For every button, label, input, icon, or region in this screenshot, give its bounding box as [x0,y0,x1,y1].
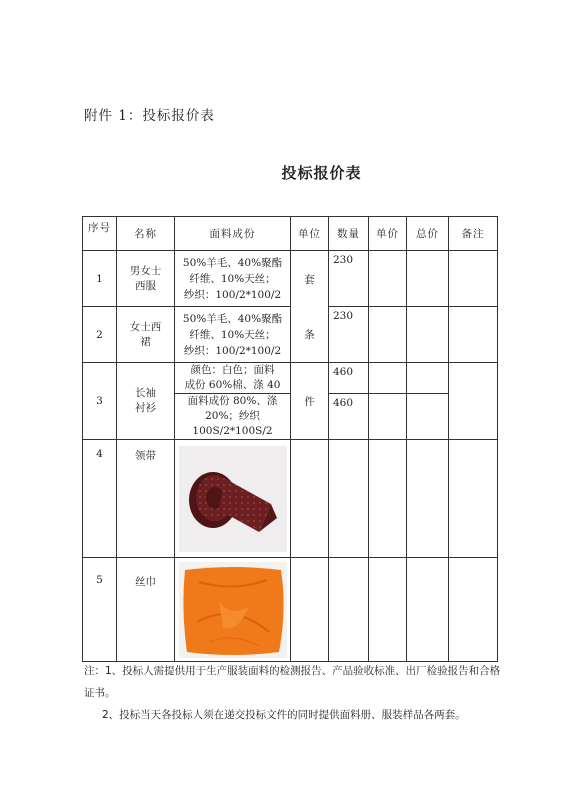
attachment-label: 附件 1：投标报价表 [84,108,215,124]
row-seq: 2 [83,307,117,363]
row-qty [329,558,369,662]
row-name: 领带 [117,440,175,558]
header-row [83,217,498,251]
table-row [83,307,498,363]
row-qty: 230 [329,251,369,307]
header-unit: 单位 [291,217,329,251]
table-row [83,363,498,394]
page-title: 投标报价表 [281,164,362,182]
row-unit [291,251,329,363]
row-total [407,363,449,394]
row-remark [449,307,498,363]
row-qty-b: 460 [329,394,369,440]
note-2: 2、投标当天各投标人须在递交投标文件的同时提供面料册、服装样品各两套。 [102,709,466,721]
header-material: 面料成份 [175,217,291,251]
row-unit [291,558,329,662]
table-row [83,251,498,307]
table-row [83,558,498,662]
row-material: 50%羊毛、40%聚酯 纤维、10%天丝； 纱织：100/2*100/2 [175,307,291,363]
row-remark [449,363,498,440]
row-seq: 4 [83,440,117,558]
row-name: 长袖 衬衫 [117,363,175,440]
row-total [407,440,449,558]
row-material: 50%羊毛、40%聚酯 纤维、10%天丝； 纱织：100/2*100/2 [175,251,291,307]
row-price [369,394,407,440]
header-seq: 序号 [83,217,117,251]
row-total [407,251,449,307]
row-price [369,363,407,394]
row-name: 女士西 裙 [117,307,175,363]
row-price [369,307,407,363]
header-price: 单价 [369,217,407,251]
row-material-image [175,440,291,558]
row-remark [449,558,498,662]
row-name: 男女士 西服 [117,251,175,307]
row-qty-a: 460 [329,363,369,394]
row-material-b: 面料成份 80%、涤 20%；纱织 100S/2*100S/2 [175,394,291,440]
row-unit: 件 [291,363,329,440]
unit-1: 套 [304,273,315,286]
quote-table [82,216,498,662]
row-price [369,251,407,307]
unit-2: 条 [304,328,315,341]
silk-scarf-image [179,562,287,658]
header-name: 名称 [117,217,175,251]
row-name: 丝巾 [117,558,175,662]
row-seq: 3 [83,363,117,440]
row-total [407,394,449,440]
row-seq: 1 [83,251,117,307]
row-unit [291,440,329,558]
row-material-image [175,558,291,662]
header-total: 总价 [407,217,449,251]
row-remark [449,251,498,307]
row-total [407,307,449,363]
necktie-image [179,446,287,552]
note-1: 注：1、投标人需提供用于生产服装面料的检测报告、产品验收标准、出厂检验报告和合格证书。 [84,665,501,699]
header-qty: 数量 [329,217,369,251]
row-material-a: 颜色：白色；面料 成份 60%棉、涤 40 [175,363,291,394]
row-total [407,558,449,662]
row-price [369,440,407,558]
row-remark [449,440,498,558]
header-remark: 备注 [449,217,498,251]
row-qty: 230 [329,307,369,363]
row-price [369,558,407,662]
row-qty [329,440,369,558]
table-row [83,440,498,558]
row-seq: 5 [83,558,117,662]
